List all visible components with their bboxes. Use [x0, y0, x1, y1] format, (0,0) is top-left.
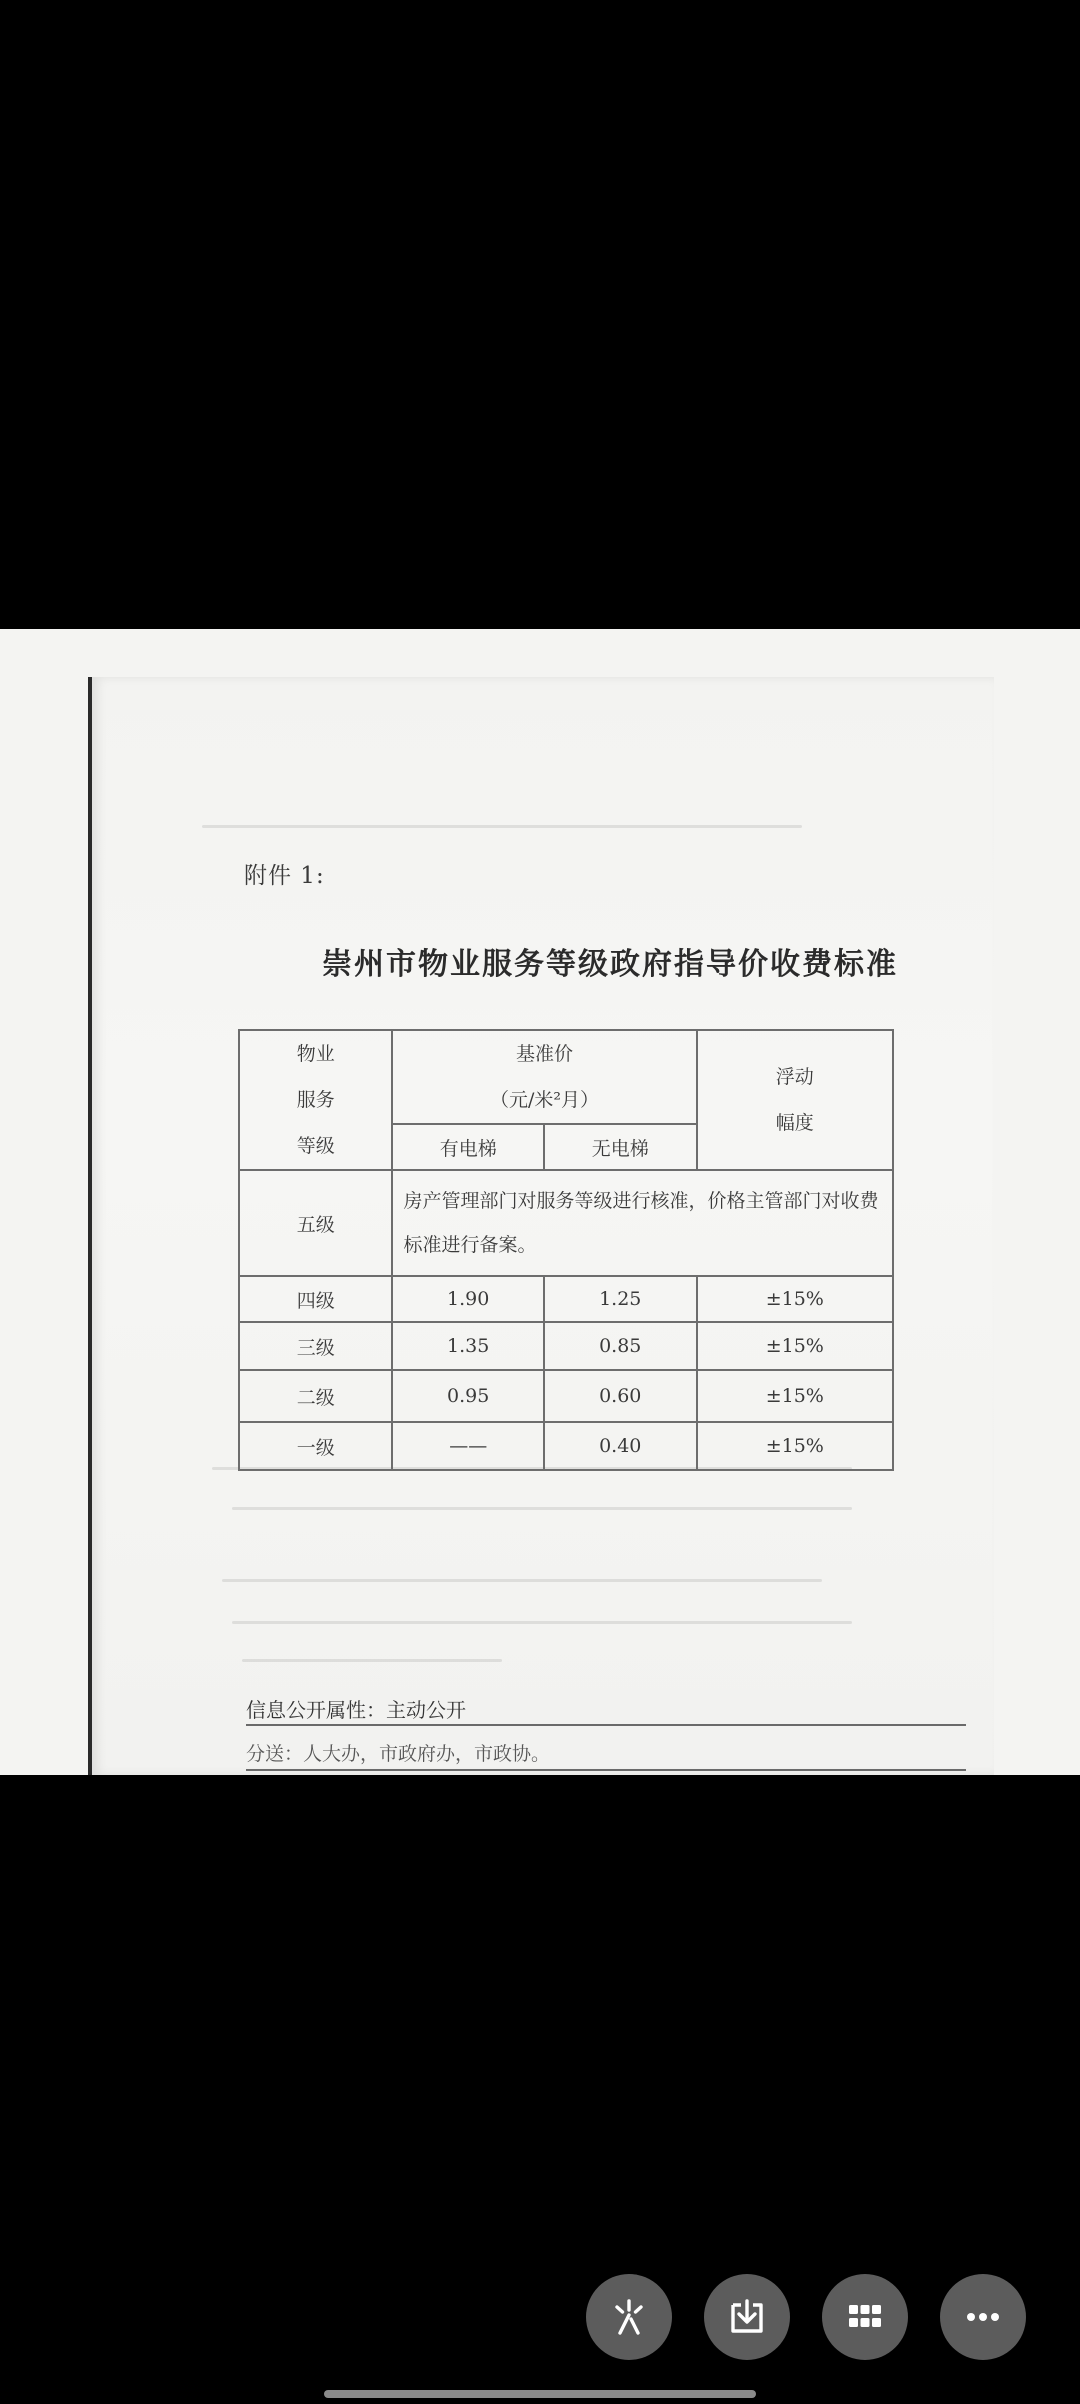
header-base-price: [392, 1030, 696, 1124]
bleed-through-line: [222, 1579, 822, 1582]
document-page: [88, 677, 994, 1775]
header-without-elevator: 无电梯: [544, 1124, 697, 1170]
download-button[interactable]: [704, 2274, 790, 2360]
distribution-line: 分送：人大办，市政府办，市政协。: [246, 1743, 551, 1765]
header-grade-line: 等级: [296, 1135, 335, 1157]
bleed-through-line: [242, 1659, 502, 1662]
grade-cell: 一级: [239, 1422, 392, 1470]
header-with-elevator: 有电梯: [392, 1124, 544, 1170]
header-float-line: 幅度: [775, 1112, 814, 1134]
without-elevator-price: 0.40: [544, 1422, 697, 1470]
grade-five-note: 房产管理部门对服务等级进行核准，价格主管部门对收费标准进行备案。: [392, 1170, 893, 1276]
grid-button[interactable]: [822, 2274, 908, 2360]
header-float: [697, 1030, 893, 1170]
disclosure-attribute: 信息公开属性：主动公开: [246, 1698, 466, 1722]
more-button[interactable]: [940, 2274, 1026, 2360]
bleed-through-line: [232, 1621, 852, 1624]
grade-cell: 三级: [239, 1322, 392, 1370]
header-grade-line: 服务: [296, 1089, 335, 1111]
more-icon: [961, 2295, 1005, 2339]
grade-cell: 四级: [239, 1276, 392, 1322]
with-elevator-price: 1.90: [392, 1276, 544, 1322]
without-elevator-price: 0.85: [544, 1322, 697, 1370]
scan-button[interactable]: [586, 2274, 672, 2360]
float-range: ±15%: [697, 1370, 893, 1422]
document-title: 崇州市物业服务等级政府指导价收费标准: [322, 947, 898, 982]
float-range: ±15%: [697, 1276, 893, 1322]
divider: [246, 1769, 966, 1771]
download-icon: [725, 2295, 769, 2339]
table-row: [239, 1422, 893, 1470]
attachment-label: 附件 1:: [244, 863, 325, 889]
fee-standard-table: [238, 1029, 894, 1471]
bleed-through-line: [232, 1507, 852, 1510]
bottom-toolbar: [0, 2274, 1080, 2364]
header-float-line: 浮动: [775, 1066, 814, 1088]
divider: [246, 1724, 966, 1726]
without-elevator-price: 0.60: [544, 1370, 697, 1422]
float-range: ±15%: [697, 1422, 893, 1470]
document-photo[interactable]: [0, 629, 1080, 1775]
grid-icon: [843, 2295, 887, 2339]
header-base-price-label: 基准价: [515, 1043, 573, 1065]
without-elevator-price: 1.25: [544, 1276, 697, 1322]
header-grade: [239, 1030, 392, 1170]
table-row: [239, 1276, 893, 1322]
bleed-through-line: [202, 825, 802, 828]
table-row: [239, 1322, 893, 1370]
grade-cell: 二级: [239, 1370, 392, 1422]
header-unit-label: （元/米²月）: [489, 1089, 599, 1111]
table-row: [239, 1370, 893, 1422]
scan-icon: [607, 2295, 651, 2339]
with-elevator-price: 1.35: [392, 1322, 544, 1370]
with-elevator-price: ——: [392, 1422, 544, 1470]
grade-five-cell: 五级: [239, 1170, 392, 1276]
home-indicator[interactable]: [324, 2390, 756, 2398]
with-elevator-price: 0.95: [392, 1370, 544, 1422]
float-range: ±15%: [697, 1322, 893, 1370]
header-grade-line: 物业: [296, 1043, 335, 1065]
